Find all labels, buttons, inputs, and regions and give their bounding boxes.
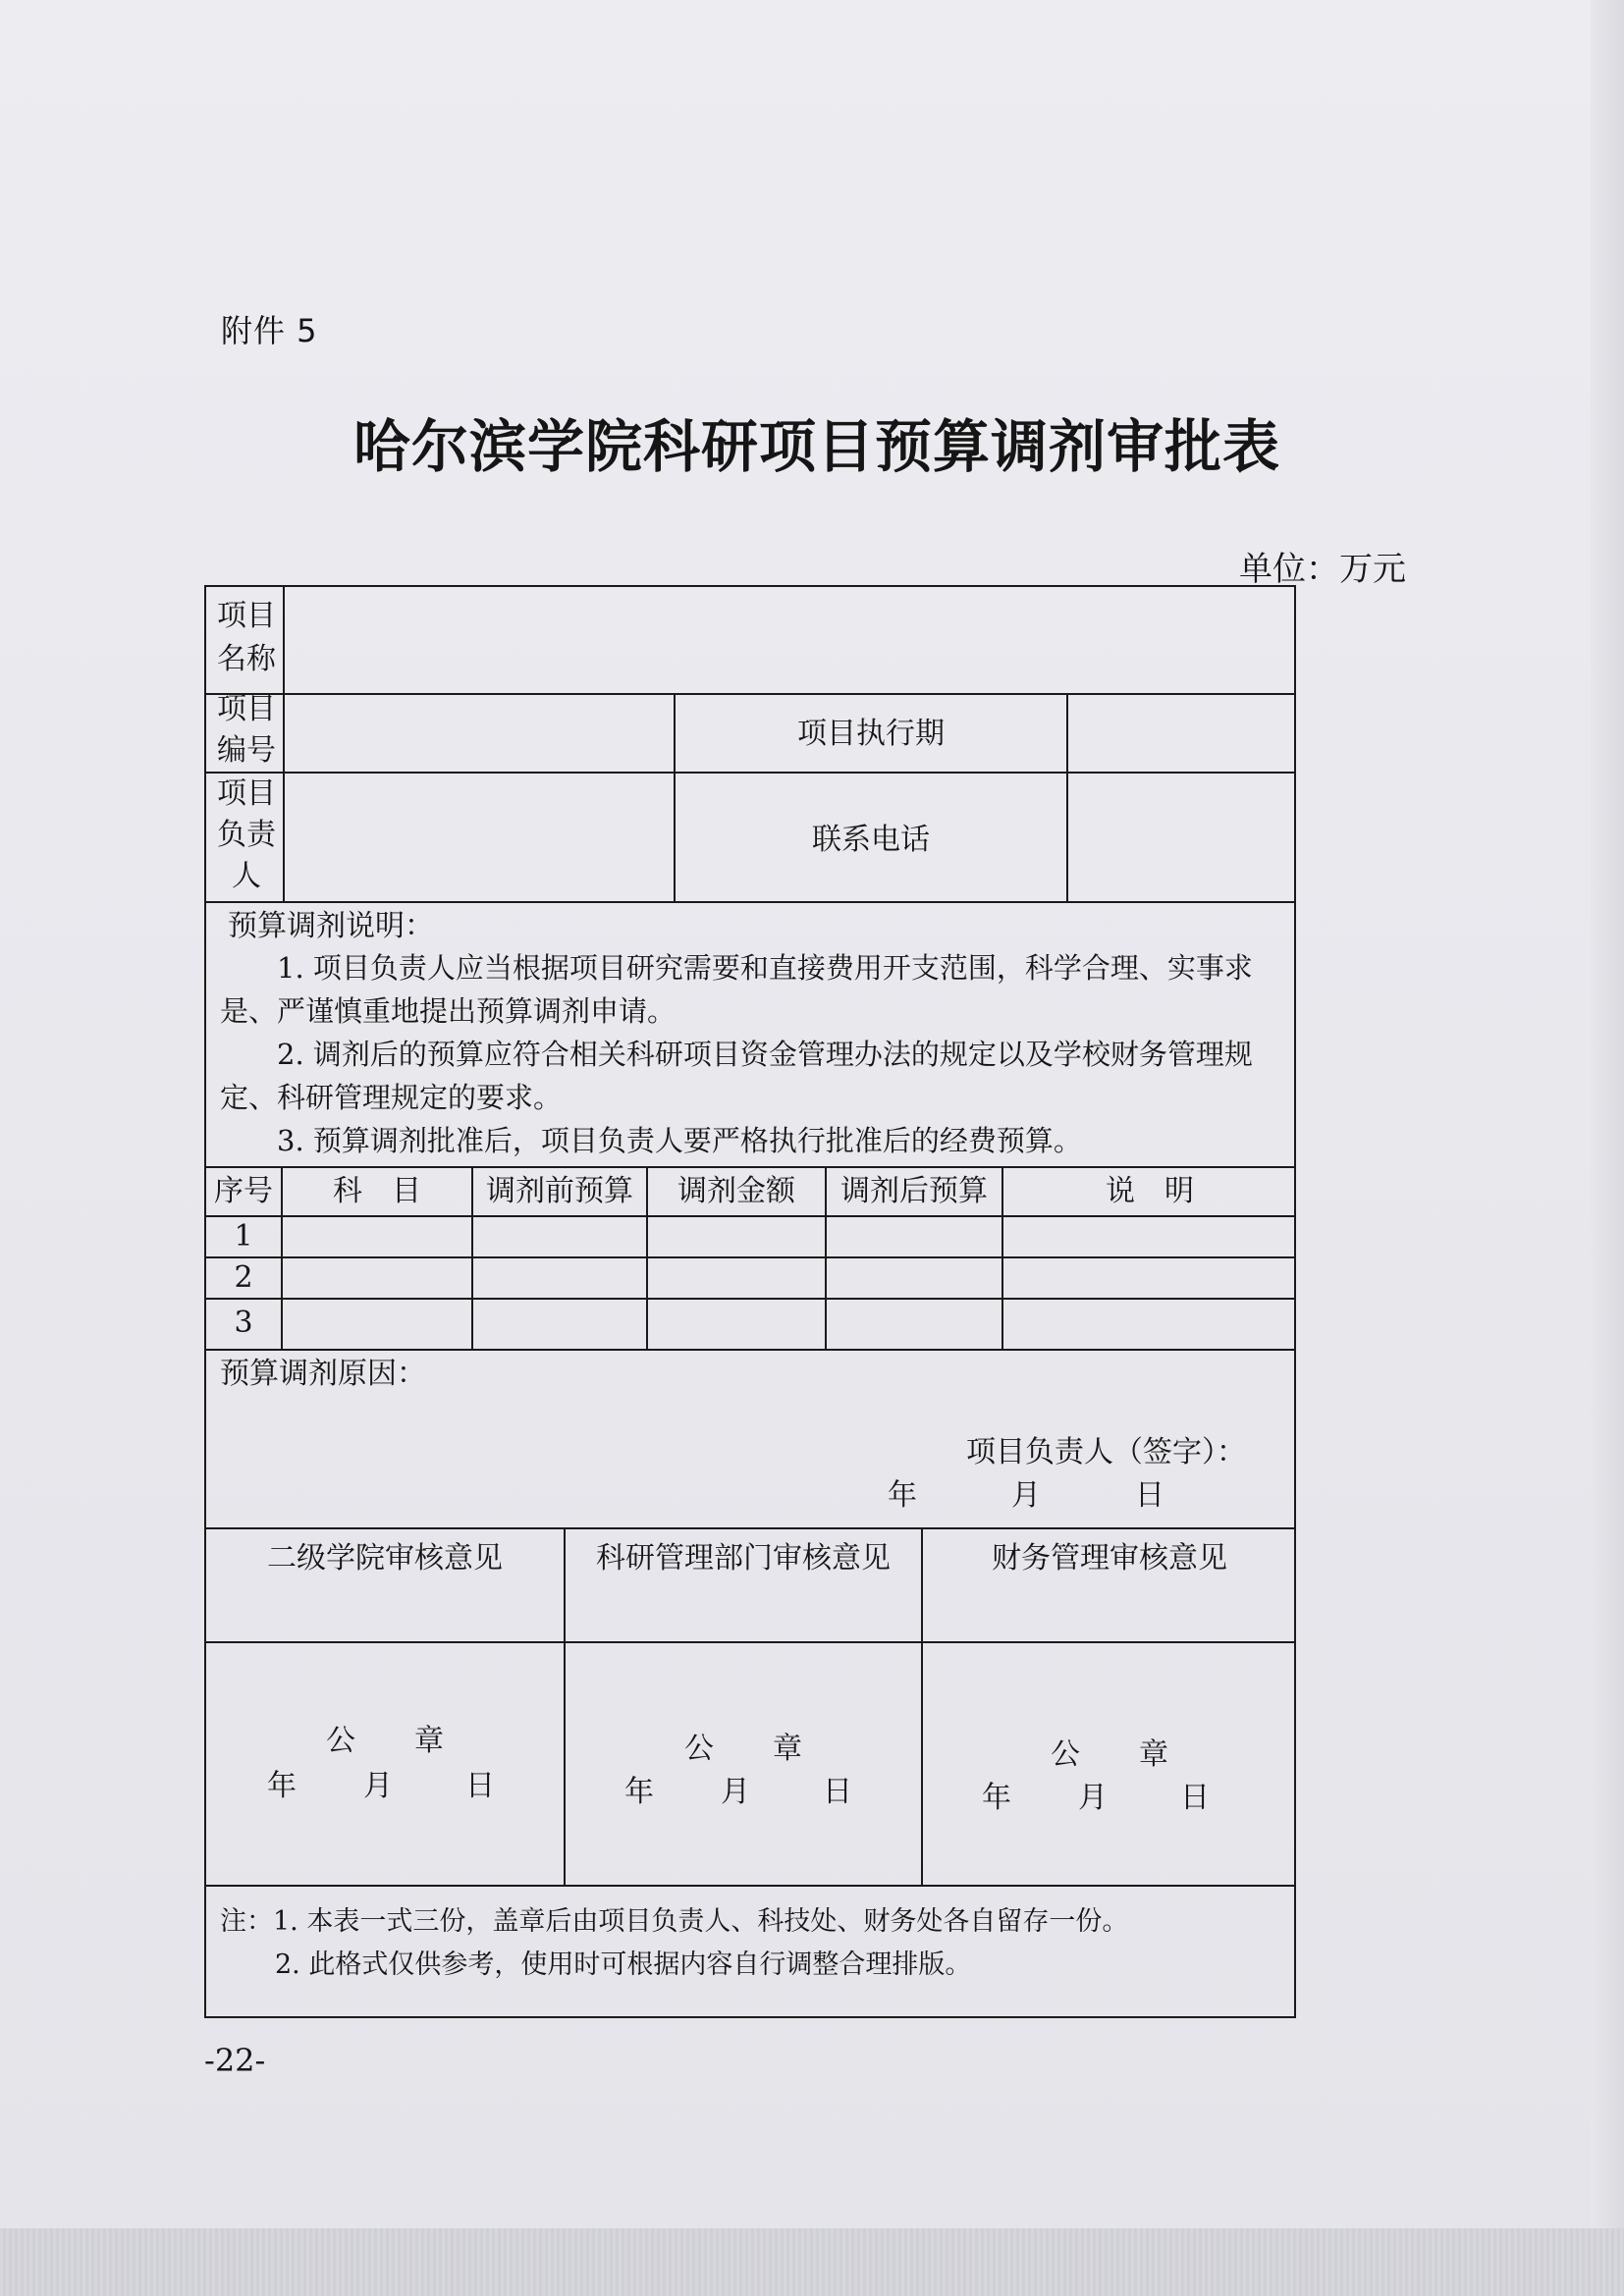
page-edge-shadow: [1591, 0, 1624, 2296]
date-month: 月: [1011, 1478, 1041, 1513]
explanation-item: 3. 预算调剂批准后，项目负责人要严格执行批准后的经费预算。: [277, 1124, 1082, 1157]
college-date-day: 日: [465, 1769, 495, 1803]
finance-seal: 公 章: [1051, 1737, 1168, 1772]
row-number: 1: [234, 1219, 253, 1254]
leader-signature-label: 项目负责人（签字）：: [966, 1435, 1246, 1469]
execution-period-label: 项目执行期: [797, 717, 945, 751]
project-leader-label: 项目负责人: [217, 776, 276, 893]
finance-date-year: 年: [982, 1781, 1011, 1815]
row-line: [206, 1256, 1294, 1258]
row-line: [206, 1215, 1294, 1217]
explanation-item: 1. 项目负责人应当根据项目研究需要和直接费用开支范围，科学合理、实事求是、严谨慎重地提出预算调剂申请。: [220, 951, 1253, 1028]
college-date-year: 年: [267, 1769, 297, 1803]
finance-date-day: 日: [1180, 1781, 1210, 1815]
note-line: 注：1. 本表一式三份，盖章后由项目负责人、科技处、财务处各自留存一份。: [220, 1906, 1129, 1937]
college-review-heading: 二级学院审核意见: [267, 1541, 503, 1575]
contact-phone-label: 联系电话: [812, 823, 930, 857]
unit-label: 单位：万元: [1239, 550, 1406, 589]
form-title: 哈尔滨学院科研项目预算调剂审批表: [353, 413, 1281, 480]
college-seal: 公 章: [326, 1724, 444, 1758]
row-number: 3: [234, 1306, 253, 1340]
research-date-month: 月: [721, 1775, 750, 1809]
note-line: 2. 此格式仅供参考，使用时可根据内容自行调整合理排版。: [275, 1949, 972, 1980]
col-line: [283, 587, 285, 901]
research-date-year: 年: [624, 1775, 654, 1809]
row-line: [206, 1298, 1294, 1300]
page-number: -22-: [204, 2042, 266, 2079]
explanation-heading: 预算调剂说明：: [228, 909, 434, 943]
research-dept-seal: 公 章: [684, 1732, 802, 1766]
project-name-label: 项目名称: [217, 599, 276, 676]
row-line: [206, 772, 1294, 774]
date-year: 年: [888, 1478, 917, 1513]
col-line: [564, 1527, 566, 1885]
finance-date-month: 月: [1078, 1781, 1108, 1815]
header-adjust-amount: 调剂金额: [677, 1174, 795, 1208]
research-dept-review-heading: 科研管理部门审核意见: [596, 1541, 891, 1575]
header-after-budget: 调剂后预算: [840, 1174, 988, 1208]
date-day: 日: [1135, 1478, 1164, 1513]
col-line: [1066, 693, 1068, 901]
row-line: [206, 901, 1294, 903]
header-before-budget: 调剂前预算: [486, 1174, 633, 1208]
explanation-item: 2. 调剂后的预算应符合相关科研项目资金管理办法的规定以及学校财务管理规定、科研管理规定的要求。: [220, 1038, 1253, 1114]
attachment-label: 附件 5: [221, 312, 318, 349]
reason-heading: 预算调剂原因：: [220, 1357, 426, 1391]
row-number: 2: [234, 1260, 253, 1295]
header-subject: 科 目: [333, 1174, 421, 1208]
project-number-label: 项目编号: [217, 692, 276, 768]
row-line: [206, 693, 1294, 695]
finance-review-heading: 财务管理审核意见: [992, 1541, 1227, 1575]
row-line: [206, 1166, 1294, 1168]
scan-bottom-band: [0, 2228, 1624, 2296]
col-line: [921, 1527, 923, 1885]
row-line: [206, 1527, 1294, 1529]
research-date-day: 日: [823, 1775, 852, 1809]
row-line: [206, 1349, 1294, 1351]
approval-form: [204, 585, 1296, 2018]
row-line: [206, 1641, 1294, 1643]
header-index: 序号: [214, 1174, 273, 1208]
college-date-month: 月: [363, 1769, 393, 1803]
header-remarks: 说 明: [1106, 1174, 1194, 1208]
row-line: [206, 1885, 1294, 1887]
